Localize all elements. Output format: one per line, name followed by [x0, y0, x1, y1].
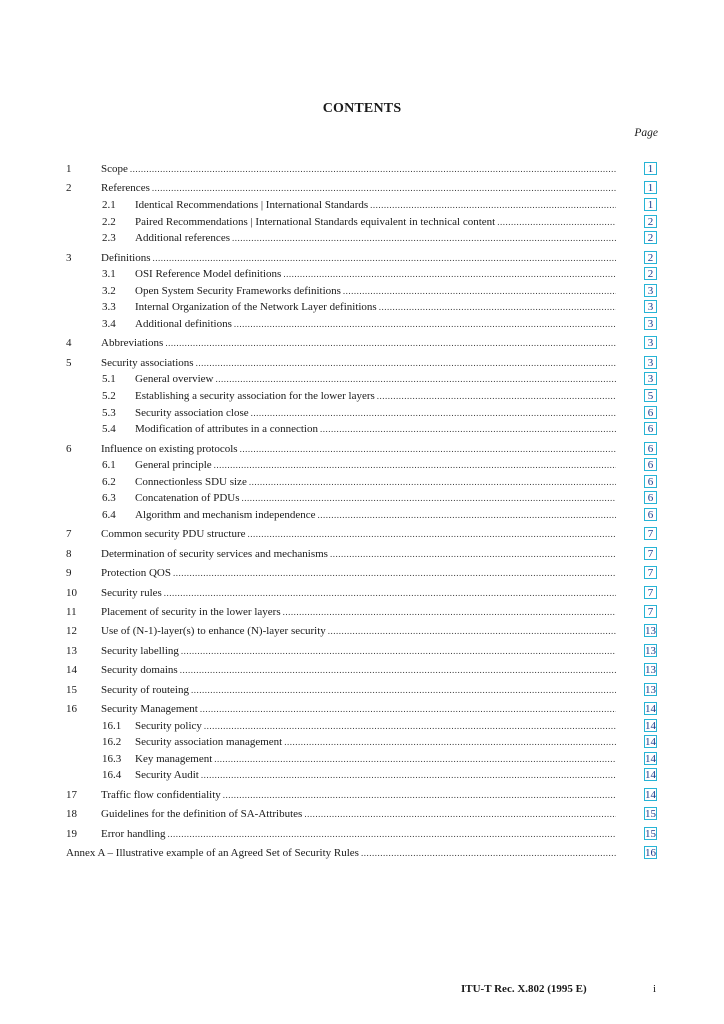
dot-leader	[240, 441, 616, 457]
toc-row	[0, 230, 724, 246]
toc-row	[0, 526, 724, 542]
dot-leader	[200, 701, 616, 717]
toc-row	[0, 643, 724, 659]
toc-page-link[interactable]: 6	[644, 475, 657, 488]
toc-entry-title: Security labelling	[101, 644, 179, 657]
toc-row	[0, 316, 724, 332]
toc-entry-title: Key management	[135, 752, 213, 765]
toc-entry-number: 2.3	[102, 232, 116, 245]
dot-leader	[232, 230, 616, 246]
toc-page-link[interactable]: 7	[644, 527, 657, 540]
toc-entry-number: 5.2	[102, 390, 116, 402]
toc-entry-title: Use of (N-1)-layer(s) to enhance (N)-layer security	[101, 625, 326, 638]
toc-entry-link[interactable]	[135, 316, 616, 332]
toc-row	[0, 457, 724, 473]
toc-entry-number: 6.2	[102, 475, 116, 488]
toc-row	[0, 826, 724, 842]
toc-page-link[interactable]: 6	[644, 442, 657, 455]
toc-entry-title: Security domains	[101, 664, 178, 677]
toc-page-link[interactable]: 13	[645, 664, 656, 677]
toc-entry-title: Internal Organization of the Network Layer definitions	[135, 301, 377, 314]
toc-page-link[interactable]: 13	[645, 644, 656, 657]
toc-row	[0, 585, 724, 601]
toc-entry-number: 15	[66, 683, 77, 696]
toc-entry-number: 6	[66, 442, 72, 455]
toc-page-link[interactable]: 2	[644, 215, 657, 228]
toc-entry-title: General overview	[135, 373, 214, 386]
toc-entry-title: Scope	[101, 163, 128, 175]
dot-leader	[173, 565, 616, 581]
toc-entry-link[interactable]	[135, 718, 616, 734]
toc-entry-number: 7	[66, 528, 72, 541]
toc-row	[0, 490, 724, 506]
toc-entry-number: 10	[66, 586, 77, 599]
dot-leader	[204, 718, 616, 734]
toc-entry-link[interactable]	[101, 701, 616, 717]
toc-entry-number: 3.2	[102, 284, 116, 297]
toc-entry-link[interactable]	[135, 388, 616, 404]
toc-entry-link[interactable]	[101, 623, 616, 639]
dot-leader	[234, 316, 616, 332]
toc-entry-number: 3	[66, 251, 72, 264]
dot-leader	[320, 421, 616, 437]
dot-leader	[167, 826, 616, 842]
toc-entry-link[interactable]	[101, 565, 616, 581]
toc-entry-title: Security association management	[135, 736, 283, 749]
toc-page-link[interactable]: 14	[645, 769, 656, 782]
toc-entry-link[interactable]	[101, 806, 616, 822]
toc-entry-title: References	[101, 182, 150, 195]
toc-entry-title: Open System Security Frameworks definitions	[135, 284, 341, 297]
toc-entry-title: Error handling	[101, 827, 166, 840]
toc-row	[0, 266, 724, 282]
toc-entry-link[interactable]	[101, 546, 616, 562]
toc-row	[0, 751, 724, 767]
toc-entry-number: 6.3	[102, 492, 116, 505]
toc-entry-link[interactable]	[135, 299, 616, 315]
toc-entry-title: Security Management	[101, 703, 198, 715]
toc-entry-link[interactable]	[101, 441, 616, 457]
toc-row	[0, 787, 724, 803]
toc-row	[0, 604, 724, 620]
toc-page-link[interactable]: 3	[644, 356, 657, 369]
toc-entry-link[interactable]	[101, 787, 616, 803]
toc-entry-title: Security Audit	[135, 769, 199, 782]
toc-row	[0, 441, 724, 457]
toc-entry-number: 3.3	[102, 301, 116, 314]
toc-entry-title: Abbreviations	[101, 337, 164, 350]
toc-entry-number: 16.3	[102, 752, 122, 765]
toc-entry-link[interactable]	[135, 230, 616, 246]
toc-row	[0, 767, 724, 783]
toc-entry-title: Security of routeing	[101, 683, 189, 696]
toc-page-link[interactable]: 3	[644, 284, 657, 297]
toc-page-link[interactable]: 14	[645, 719, 656, 732]
toc-row	[0, 250, 724, 266]
toc-entry-number: 6.1	[102, 459, 116, 472]
toc-entry-title: Security association close	[135, 406, 249, 419]
toc-entry-link[interactable]	[135, 490, 616, 506]
toc-entry-link[interactable]	[135, 474, 616, 490]
toc-entry-number: 9	[66, 567, 72, 580]
toc-row	[0, 734, 724, 750]
toc-row	[0, 565, 724, 581]
toc-entry-number: 18	[66, 808, 77, 821]
toc-entry-title: Concatenation of PDUs	[135, 492, 240, 505]
toc-entry-number: 4	[66, 337, 72, 350]
toc-page-link[interactable]: 13	[645, 625, 656, 638]
toc-entry-title: Security policy	[135, 719, 202, 732]
toc-page-link[interactable]: 2	[644, 231, 657, 244]
toc-page-link[interactable]: 6	[644, 491, 657, 504]
toc-page-link[interactable]: 7	[644, 566, 657, 579]
toc-entry-number: 5.3	[102, 406, 116, 419]
toc-page-link[interactable]: 3	[644, 317, 657, 330]
toc-page-link[interactable]: 3	[644, 336, 657, 349]
toc-entry-number: 3.4	[102, 318, 116, 330]
dot-leader	[284, 734, 616, 750]
toc-entry-number: 13	[66, 644, 77, 657]
toc-row	[0, 180, 724, 196]
toc-entry-number: 5	[66, 356, 72, 369]
toc-entry-number: 16.1	[102, 719, 122, 732]
toc-entry-number: 17	[66, 788, 77, 801]
dot-leader	[283, 266, 616, 282]
dot-leader	[370, 197, 616, 213]
toc-entry-link[interactable]	[135, 266, 616, 282]
toc-entry-number: 8	[66, 547, 72, 560]
toc-row	[0, 623, 724, 639]
toc-row	[0, 718, 724, 734]
toc-row	[0, 701, 724, 717]
toc-row	[0, 299, 724, 315]
toc-page-link[interactable]: 3	[644, 372, 657, 385]
toc-page-link[interactable]: 15	[645, 827, 656, 840]
dot-leader	[191, 682, 616, 698]
toc-entry-title: Paired Recommendations | International Standards equivalent in technical content	[135, 215, 496, 228]
page-title: CONTENTS	[322, 101, 402, 116]
toc-entry-number: 14	[66, 664, 77, 677]
toc-row	[0, 421, 724, 437]
toc-entry-link[interactable]	[101, 335, 616, 351]
toc-page-link[interactable]: 6	[644, 422, 657, 435]
toc-row	[0, 405, 724, 421]
toc-row	[0, 283, 724, 299]
toc-entry-title: Security associations	[101, 356, 194, 369]
dot-leader	[248, 526, 616, 542]
dot-leader	[328, 623, 616, 639]
toc-entry-number: 5.4	[102, 423, 116, 436]
toc-entry-title: Determination of security services and mechanisms	[101, 547, 328, 560]
dot-leader	[304, 806, 616, 822]
toc-page-link[interactable]: 6	[644, 458, 657, 471]
dot-leader	[330, 546, 616, 562]
toc-entry-title: Influence on existing protocols	[101, 442, 238, 455]
dot-leader	[130, 161, 616, 177]
toc-page-link[interactable]: 1	[644, 162, 657, 175]
toc-entry-link[interactable]	[135, 283, 616, 299]
toc-row	[0, 161, 724, 177]
toc-entry-title: Placement of security in the lower layers	[101, 606, 281, 618]
dot-leader	[283, 604, 616, 620]
dot-leader	[152, 180, 616, 196]
toc-entry-link[interactable]	[135, 371, 616, 387]
dot-leader	[318, 507, 616, 523]
toc-page-link[interactable]: 6	[644, 406, 657, 419]
dot-leader	[214, 751, 616, 767]
dot-leader	[164, 585, 616, 601]
toc-entry-link[interactable]	[135, 457, 616, 473]
toc-page-link[interactable]: 16	[645, 847, 656, 859]
toc-row	[0, 214, 724, 230]
toc-page-link[interactable]: 1	[644, 181, 657, 194]
toc-row	[0, 662, 724, 678]
toc-row	[0, 682, 724, 698]
toc-entry-link[interactable]	[101, 526, 616, 542]
toc-entry-link[interactable]	[66, 845, 616, 861]
toc-page-link[interactable]: 7	[644, 605, 657, 618]
toc-entry-title: Common security PDU structure	[101, 528, 246, 541]
toc-row	[0, 388, 724, 404]
dot-leader	[251, 405, 616, 421]
toc-entry-number: 16.2	[102, 736, 122, 749]
toc-entry-number: 2.2	[102, 215, 116, 228]
toc-page-link[interactable]: 14	[645, 703, 656, 715]
dot-leader	[214, 457, 616, 473]
toc-entry-title: OSI Reference Model definitions	[135, 268, 282, 281]
toc-entry-number: 16.4	[102, 769, 122, 782]
toc-page-link[interactable]: 15	[645, 808, 656, 821]
toc-row	[0, 335, 724, 351]
toc-row	[0, 845, 724, 861]
dot-leader	[180, 662, 616, 678]
dot-leader	[196, 355, 616, 371]
toc-page-link[interactable]: 14	[645, 752, 656, 765]
toc-entry-number: 5.1	[102, 373, 116, 386]
toc-page-link[interactable]: 14	[645, 736, 656, 749]
toc-page-link[interactable]: 2	[644, 251, 657, 264]
toc-entry-link[interactable]	[101, 180, 616, 196]
toc-entry-title: Security rules	[101, 586, 162, 599]
toc-row	[0, 806, 724, 822]
toc-entry-link[interactable]	[101, 682, 616, 698]
toc-entry-title: Algorithm and mechanism independence	[135, 509, 316, 521]
toc-entry-title: Traffic flow confidentiality	[101, 788, 221, 801]
toc-entry-title: Modification of attributes in a connection	[135, 423, 318, 436]
toc-page-link[interactable]: 2	[644, 267, 657, 280]
toc-entry-number: 1	[66, 163, 72, 175]
toc-entry-title: Annex A – Illustrative example of an Agreed Set of Security Rules	[66, 847, 359, 859]
dot-leader	[181, 643, 616, 659]
toc-entry-link[interactable]	[135, 767, 616, 783]
dot-leader	[361, 845, 616, 861]
dot-leader	[201, 767, 616, 783]
toc-entry-link[interactable]	[135, 751, 616, 767]
toc-row	[0, 474, 724, 490]
toc-entry-link[interactable]	[135, 214, 616, 230]
toc-page-link[interactable]: 1	[644, 198, 657, 211]
toc-entry-number: 6.4	[102, 509, 116, 521]
toc-entry-number: 19	[66, 827, 77, 840]
toc-entry-number: 12	[66, 625, 77, 638]
toc-entry-link[interactable]	[135, 734, 616, 750]
toc-entry-link[interactable]	[101, 826, 616, 842]
toc-entry-number: 2	[66, 182, 72, 195]
toc-entry-link[interactable]	[101, 662, 616, 678]
toc-row	[0, 371, 724, 387]
dot-leader	[343, 283, 616, 299]
toc-entry-link[interactable]	[101, 355, 616, 371]
toc-row	[0, 546, 724, 562]
toc-entry-title: Identical Recommendations | International Standards	[135, 199, 369, 211]
toc-entry-link[interactable]	[101, 604, 616, 620]
dot-leader	[165, 335, 616, 351]
toc-page-link[interactable]: 14	[645, 788, 656, 801]
dot-leader	[153, 250, 617, 266]
toc-entry-title: General principle	[135, 459, 212, 472]
footer-recommendation: ITU-T Rec. X.802 (1995 E)	[461, 983, 587, 995]
toc-page-link[interactable]: 6	[644, 508, 657, 521]
toc-entry-number: 2.1	[102, 199, 116, 211]
toc-entry-link[interactable]	[101, 643, 616, 659]
toc-row	[0, 197, 724, 213]
dot-leader	[379, 299, 616, 315]
toc-entry-title: Connectionless SDU size	[135, 475, 247, 488]
toc-entry-title: Definitions	[101, 251, 151, 264]
dot-leader	[223, 787, 616, 803]
toc-entry-title: Additional definitions	[135, 318, 232, 330]
toc-entry-number: 3.1	[102, 268, 116, 281]
footer-page-number: i	[653, 983, 657, 995]
toc-page-link[interactable]: 5	[644, 389, 657, 402]
toc-page-link[interactable]: 3	[644, 300, 657, 313]
toc-entry-link[interactable]	[135, 197, 616, 213]
dot-leader	[249, 474, 616, 490]
toc-entry-title: Guidelines for the definition of SA-Attributes	[101, 808, 303, 821]
toc-entry-title: Establishing a security association for the lower layers	[135, 390, 375, 402]
toc-entry-link[interactable]	[135, 405, 616, 421]
toc-entry-link[interactable]	[135, 421, 616, 437]
toc-page-link[interactable]: 13	[645, 683, 656, 696]
toc-row	[0, 507, 724, 523]
dot-leader	[241, 490, 616, 506]
dot-leader	[377, 388, 616, 404]
toc-page-link[interactable]: 7	[644, 547, 657, 560]
dot-leader	[216, 371, 617, 387]
page-column-label: Page	[634, 127, 658, 139]
toc-entry-link[interactable]	[135, 507, 616, 523]
toc-row	[0, 355, 724, 371]
toc-entry-link[interactable]	[101, 250, 616, 266]
toc-entry-link[interactable]	[101, 161, 616, 177]
toc-entry-title: Protection QOS	[101, 567, 171, 580]
toc-entry-title: Additional references	[135, 232, 230, 245]
toc-entry-link[interactable]	[101, 585, 616, 601]
toc-page-link[interactable]: 7	[644, 586, 657, 599]
dot-leader	[497, 214, 616, 230]
toc-entry-number: 11	[66, 606, 77, 618]
toc-entry-number: 16	[66, 703, 77, 715]
